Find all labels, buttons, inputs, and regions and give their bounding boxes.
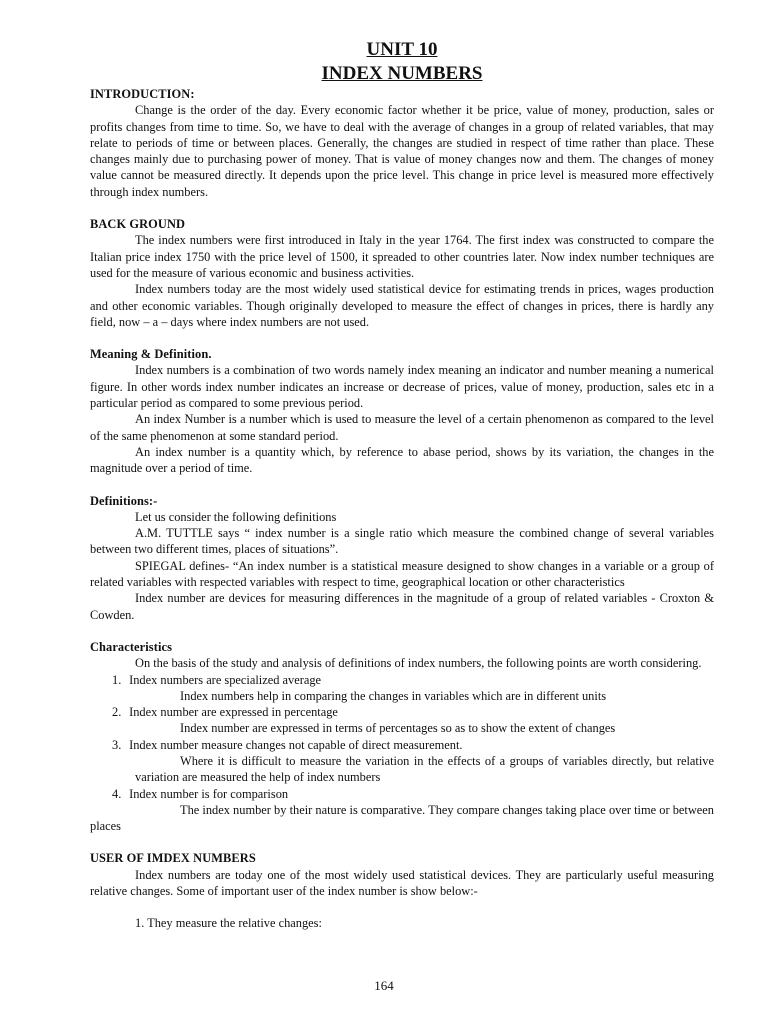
definitions-paragraph-4: Index number are devices for measuring differences in the magnitude of a group of related variables - Croxton & Cowden.	[90, 591, 714, 622]
background-paragraph-2: Index numbers today are the most widely used statistical device for estimating trends in prices, wages production and other economic variables. Though originally developed to measure the effect of changes in prices, there is hardly any field, now – a – days where index numbers are not used.	[90, 282, 714, 329]
unit-number: UNIT 10	[366, 39, 438, 60]
characteristics-heading: Characteristics	[90, 639, 173, 654]
meaning-paragraph-3: An index number is a quantity which, by reference to abase period, shows by its variation, the changes in the magnitude over a period of time.	[90, 444, 714, 476]
characteristics-intro: On the basis of the study and analysis of definitions of index numbers, the following points are worth considering.	[135, 656, 702, 671]
uses-list-item-1: 1. They measure the relative changes:	[135, 916, 322, 931]
list-item-number: 3.	[112, 737, 122, 752]
definitions-paragraph-2: A.M. TUTTLE says “ index number is a single ratio which measure the combined change of several variables between two different times, places of situations”.	[90, 526, 714, 557]
meaning-heading: Meaning & Definition.	[90, 347, 212, 362]
list-item-description: Index numbers help in comparing the changes in variables which are in different units	[180, 688, 607, 703]
list-item-title: Index number are expressed in percentage	[129, 705, 338, 720]
list-item-description: Where it is difficult to measure the variation in the effects of a groups of variables directly, but relative variation are measured the help of index numbers	[135, 753, 714, 785]
background-heading: BACK GROUND	[90, 217, 186, 232]
meaning-paragraph-1: Index numbers is a combination of two words namely index meaning an indicator and number meaning a numerical figure. In other words index number indicates an increase or decrease of prices, value of money, production, sales etc in a particular period as compared to some previous period.	[90, 363, 714, 411]
list-item-title: Index number is for comparison	[129, 786, 289, 801]
list-item	[112, 672, 714, 705]
intro-paragraph: Change is the order of the day. Every economic factor whether it be price, value of money, production, sales or profits changes from time to time. So, we have to deal with the average of changes in a group of related variables, that may relate to periods of time or between places. Generally, the changes are studied in respect of time rather than place. These changes mainly due to purchasing power of money. That is value of money changes now and them. The changes of money value cannot be measured directly. It depends upon the price level. This change in price level is measured more effectively through index numbers.	[90, 103, 714, 199]
list-item-description: The index number by their nature is comparative. They compare changes taking place over time or between places	[90, 802, 714, 834]
page-title: INDEX NUMBERS	[321, 63, 483, 84]
uses-paragraph: Index numbers are today one of the most widely used statistical devices. They are particularly useful measuring relative changes. Some of important user of the index number is show below:-	[90, 867, 714, 899]
definitions-paragraph-1: Let us consider the following definitions	[135, 509, 337, 524]
background-paragraph-1: The index numbers were first introduced in Italy in the year 1764. The first index was constructed to compare the Italian price index 1750 with the price level of 1500, it spreaded to other countries later. Now index number techniques are used for the measure of various economic and business activities.	[90, 233, 714, 280]
uses-heading: USER OF IMDEX NUMBERS	[90, 851, 256, 866]
list-item-number: 2.	[112, 705, 122, 720]
list-item-number: 1.	[112, 672, 122, 687]
list-item	[90, 786, 714, 835]
definitions-paragraph-3: SPIEGAL defines- “An index number is a statistical measure designed to show changes in a variable or a group of related variables with respected variables with respect to time, geographical location or other characteristics	[90, 558, 714, 590]
document-page	[90, 38, 714, 932]
intro-heading: INTRODUCTION:	[90, 87, 195, 101]
list-item	[112, 704, 714, 737]
list-item	[112, 737, 714, 786]
meaning-paragraph-2: An index Number is a number which is used to measure the level of a certain phenomenon as compared to the level of the same phenomenon at some standard period.	[90, 412, 714, 443]
list-item-title: Index numbers are specialized average	[129, 672, 322, 687]
list-item-description: Index number are expressed in terms of percentages so as to show the extent of changes	[180, 721, 616, 736]
list-item-title: Index number measure changes not capable of direct measurement.	[129, 737, 463, 752]
list-item-number: 4.	[112, 786, 122, 801]
definitions-heading: Definitions:-	[90, 493, 158, 508]
page-number: 164	[374, 978, 394, 993]
characteristics-list	[90, 672, 714, 835]
